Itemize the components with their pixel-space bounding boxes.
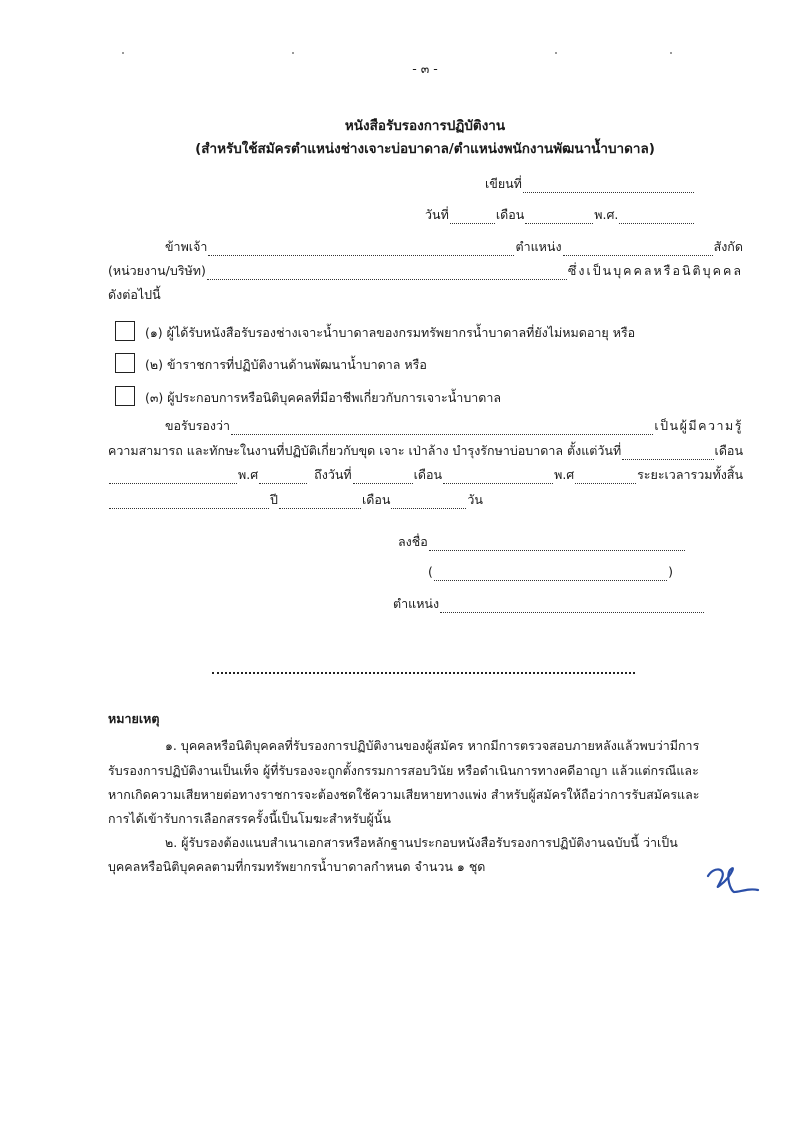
sign-label: ลงชื่อ [398, 534, 428, 549]
end-day-blank[interactable] [353, 470, 413, 484]
signer-position-field[interactable] [393, 595, 705, 613]
notes-heading: หมายเหตุ [108, 711, 160, 726]
month-label: เดือน [714, 443, 743, 458]
intro-line-1 [165, 238, 743, 256]
position-label: ตำแหน่ง [515, 239, 562, 254]
checkbox[interactable] [115, 321, 135, 341]
document-subtitle: (สำหรับใช้สมัครตำแหน่งช่างเจาะบ่อบาดาล/ตำแหน่งพนักงานพัฒนาน้ำบาดาล) [195, 141, 655, 157]
written-at-label: เขียนที่ [485, 176, 522, 191]
total-years-blank[interactable] [109, 495, 269, 509]
year-label: พ.ศ [238, 467, 259, 482]
total-days-blank[interactable] [391, 495, 466, 509]
scan-speck [122, 52, 124, 54]
option-label: (๒) ข้าราชการที่ปฏิบัติงานด้านพัฒนาน้ำบาดาล หรือ [145, 357, 427, 372]
to-day-label: ถึงวันที่ [314, 467, 352, 482]
day-blank[interactable] [450, 210, 495, 224]
years-label: ปี [270, 492, 278, 507]
divider [212, 672, 635, 674]
option-label: (๓) ผู้ประกอบการหรือนิติบุคคลที่มีอาชีพเกี่ยวกับการเจาะน้ำบาดาล [145, 390, 502, 405]
total-label: ระยะเวลารวมทั้งสิ้น [637, 467, 743, 482]
option-label: (๑) ผู้ได้รับหนังสือรับรองช่างเจาะน้ำบาดาลของกรมทรัพยากรน้ำบาดาลที่ยังไม่หมดอายุ หรือ [145, 325, 636, 340]
name-blank[interactable] [208, 242, 514, 256]
option-3[interactable] [115, 385, 501, 407]
open-paren: ( [428, 564, 433, 579]
written-at-field[interactable] [485, 175, 695, 193]
scan-speck [555, 52, 557, 54]
certified-name-blank[interactable] [231, 421, 653, 435]
org-blank[interactable] [207, 266, 567, 280]
note-line: การได้เข้ารับการเลือกสรรครั้งนี้เป็นโมฆะสำหรับผู้นั้น [108, 811, 391, 826]
note-line: หากเกิดความเสียหายต่อทางราชการจะต้องชดใช้ความเสียหายทางแพ่ง สำหรับผู้สมัครให้ถือว่าการรับสมัครและ [108, 787, 700, 802]
start-day-blank[interactable] [622, 446, 713, 460]
option-2[interactable] [115, 352, 427, 374]
position-blank[interactable] [563, 242, 713, 256]
date-field[interactable] [425, 206, 695, 224]
checkbox[interactable] [115, 386, 135, 406]
certify-line-4 [108, 491, 508, 509]
signer-position-label: ตำแหน่ง [393, 596, 440, 611]
year-label: พ.ศ [554, 467, 575, 482]
scan-speck [292, 52, 294, 54]
note-line: บุคคลหรือนิติบุคคลตามที่กรมทรัพยากรน้ำบาดาลกำหนด จำนวน ๑ ชุด [108, 859, 486, 874]
written-at-blank[interactable] [523, 179, 694, 193]
scan-speck [670, 52, 672, 54]
handwritten-initials [700, 860, 765, 900]
months-label: เดือน [361, 492, 391, 507]
option-1[interactable] [115, 320, 635, 342]
month-label: เดือน [413, 467, 443, 482]
i-label: ข้าพเจ้า [165, 239, 208, 254]
end-month-blank[interactable] [443, 470, 553, 484]
signature-blank[interactable] [429, 537, 685, 551]
note-line: ๑. บุคคลหรือนิติบุคคลที่รับรองการปฏิบัติงานของผู้สมัคร หากมีการตรวจสอบภายหลังแล้วพบว่ามีการ [165, 738, 700, 753]
certify-line-2 [108, 442, 743, 460]
total-months-blank[interactable] [279, 495, 361, 509]
month-label: เดือน [495, 207, 525, 222]
document-title: หนังสือรับรองการปฏิบัติงาน [344, 118, 506, 134]
start-month-blank[interactable] [109, 470, 237, 484]
signature-field[interactable] [398, 533, 686, 551]
being-label: ซึ่งเป็นบุคคลหรือนิติบุคคล [567, 263, 743, 278]
affiliation-label: สังกัด [713, 239, 743, 254]
as-follows: ดังต่อไปนี้ [108, 287, 161, 302]
page-number: - ๓ - [412, 61, 438, 76]
knowledge-label: เป็นผู้มีความรู้ [654, 418, 743, 433]
day-label: วันที่ [425, 207, 449, 222]
start-year-blank[interactable] [259, 470, 307, 484]
note-line: รับรองการปฏิบัติงานเป็นเท็จ ผู้ที่รับรองจะถูกตั้งกรรมการสอบวินัย หรือดำเนินการทางคดีอาญา แล้วแต่กรณีและ [108, 763, 699, 778]
skills-text: ความสามารถ และทักษะในงานที่ปฏิบัติเกี่ยวกับขุด เจาะ เป่าล้าง บำรุงรักษาบ่อบาดาล ตั้งแต่วันที่ [108, 443, 622, 458]
certify-line-3 [108, 466, 743, 484]
close-paren: ) [668, 564, 673, 579]
checkbox[interactable] [115, 353, 135, 373]
certify-label: ขอรับรองว่า [165, 418, 231, 433]
signer-position-blank[interactable] [440, 599, 704, 613]
printed-name-field[interactable] [428, 563, 673, 581]
org-label: (หน่วยงาน/บริษัท) [108, 263, 206, 278]
end-year-blank[interactable] [575, 470, 636, 484]
year-label: พ.ศ. [594, 207, 619, 222]
note-line: ๒. ผู้รับรองต้องแนบสำเนาเอกสารหรือหลักฐานประกอบหนังสือรับรองการปฏิบัติงานฉบับนี้ ว่าเป็น [165, 835, 678, 850]
year-blank[interactable] [619, 210, 694, 224]
days-label: วัน [467, 492, 483, 507]
month-blank[interactable] [525, 210, 593, 224]
printed-name-blank[interactable] [434, 567, 667, 581]
intro-line-2 [108, 262, 743, 280]
certify-line-1 [165, 417, 743, 435]
